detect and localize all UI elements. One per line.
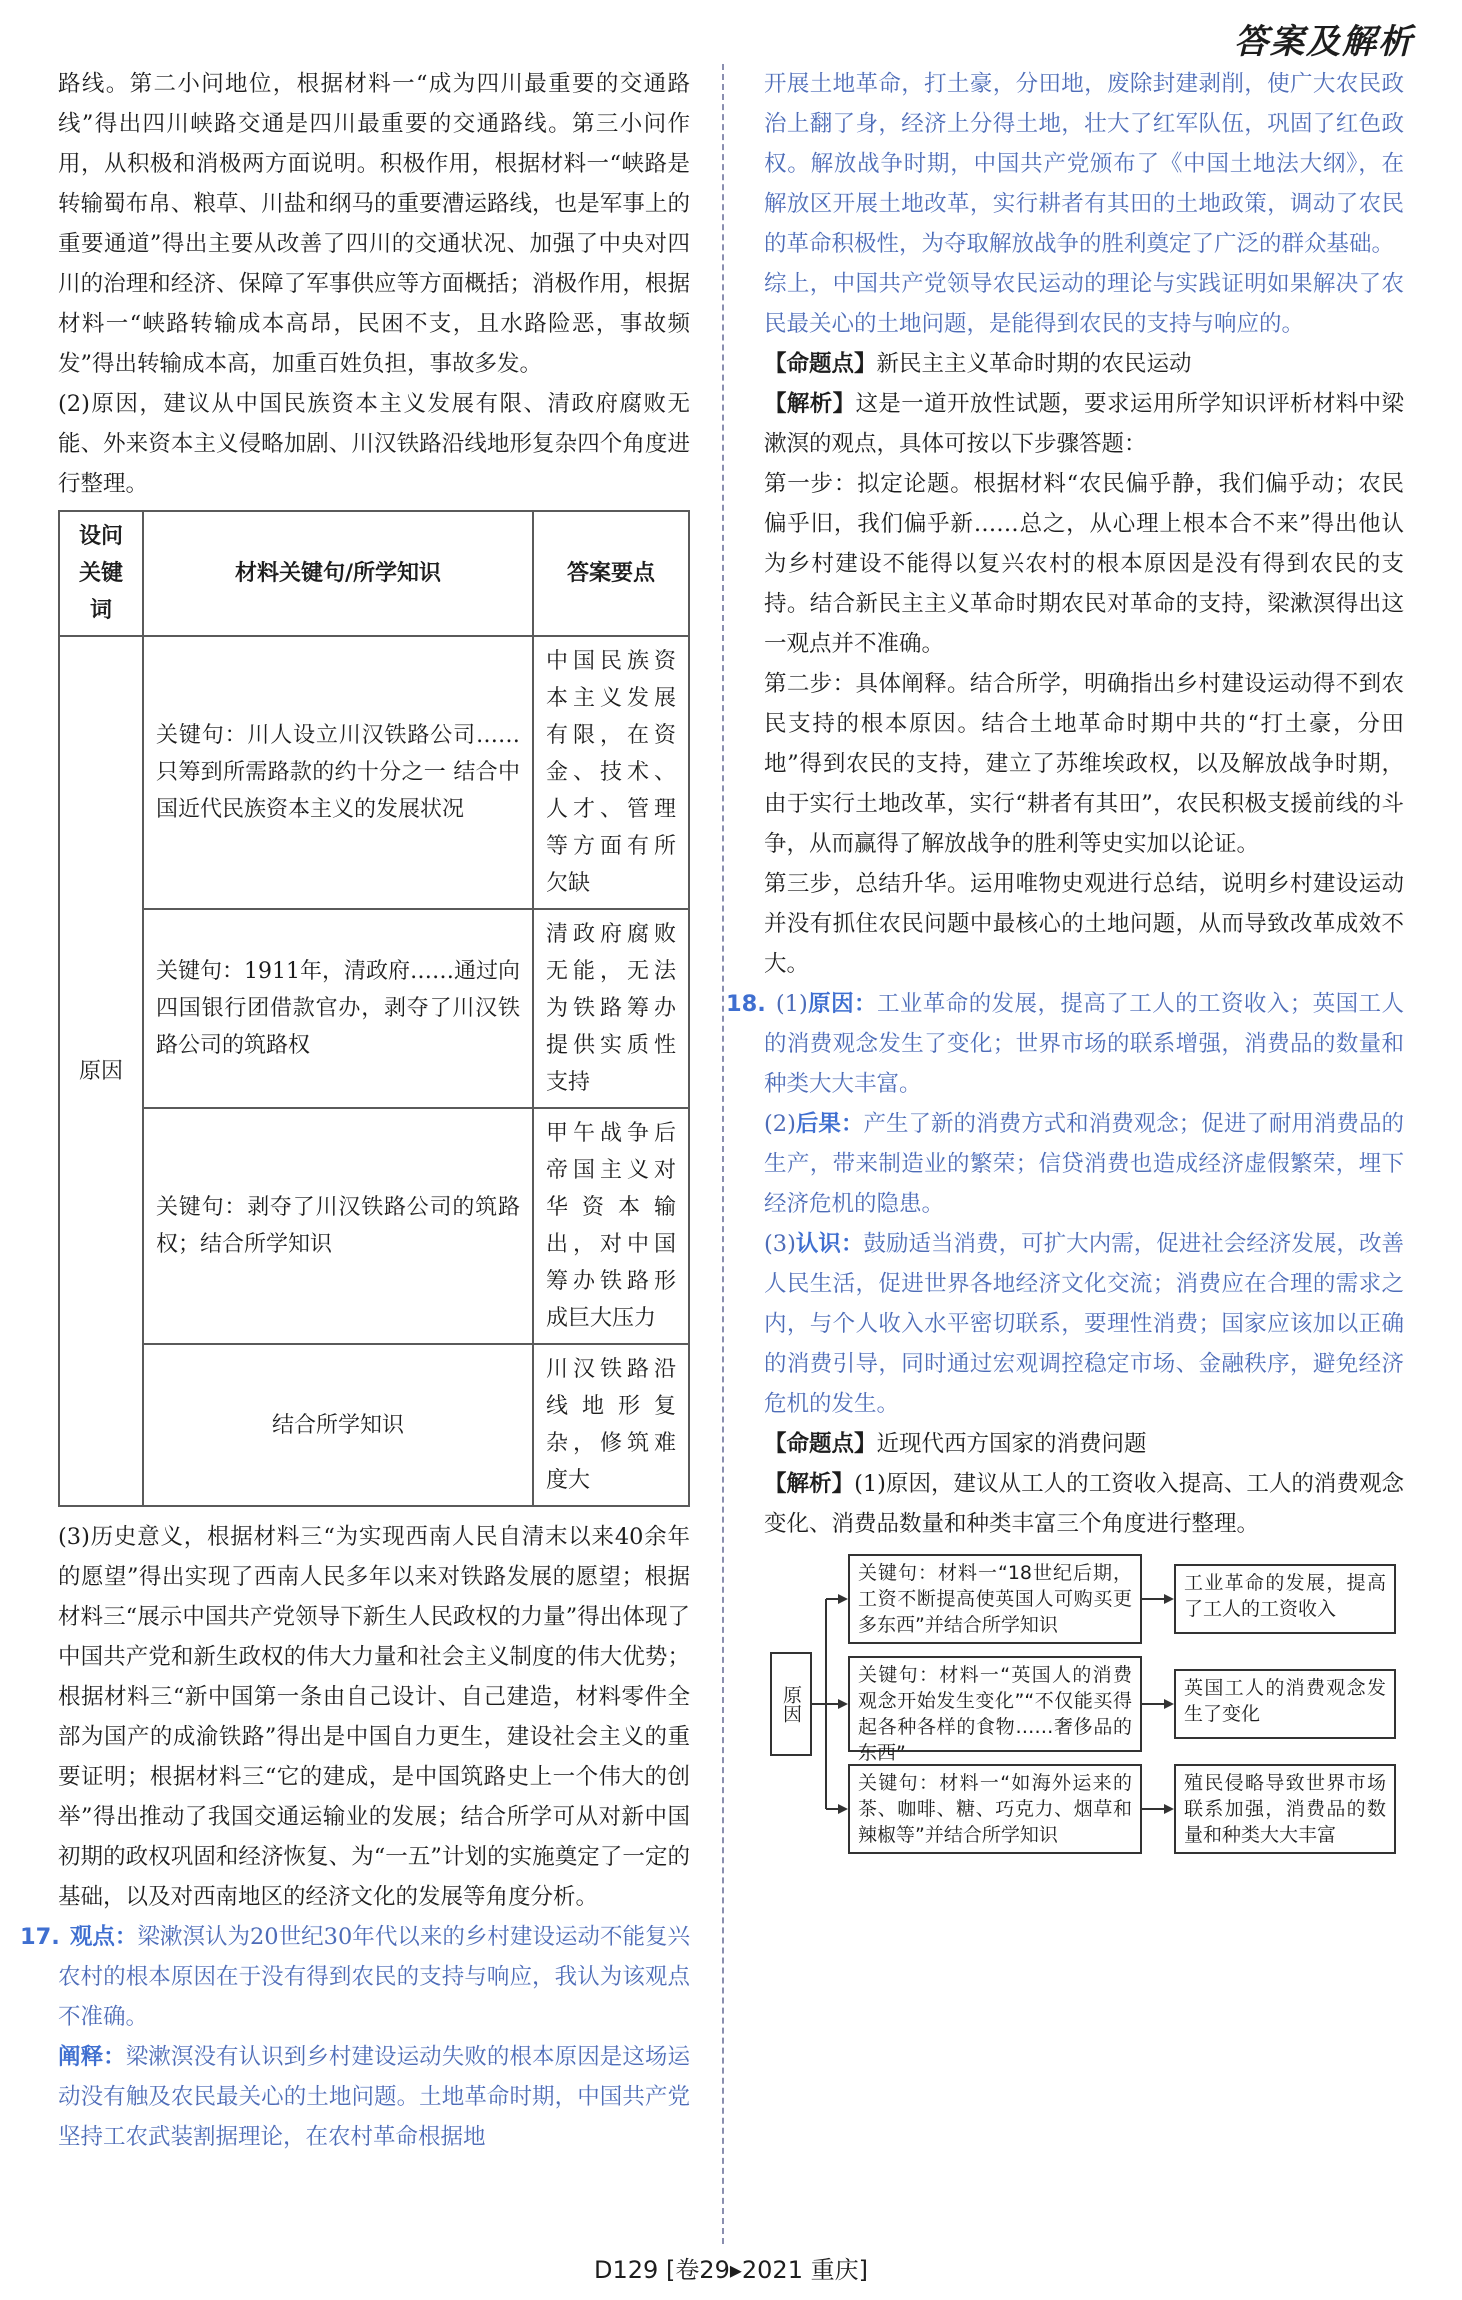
table-header-cell: 设问关键词 [59, 511, 143, 636]
page-header-title: 答案及解析 [1234, 22, 1414, 62]
q17-explanation [58, 2037, 690, 2157]
q18-part-2 [764, 1104, 1404, 1224]
reason-flow-diagram [764, 1554, 1404, 1854]
reason-tag: 原因： [807, 991, 877, 1017]
table-row [59, 636, 689, 909]
left-paragraph-2: (2)原因，建议从中国民族资本主义发展有限、清政府腐败无能、外来资本主义侵略加剧、川汉铁路沿线地形复杂四个角度进行整理。 [58, 391, 690, 497]
right-paragraph-1: 开展土地革命，打土豪，分田地，废除封建剥削，使广大农民政治上翻了身，经济上分得土地，壮大了红军队伍，巩固了红色政权。解放战争时期，中国共产党颁布了《中国土地法大纲》，在解放区开展土地改革，实行耕者有其田的土地政策，调动了农民的革命积极性，为夺取解放战争的胜利奠定了广泛的群众基础。 [764, 71, 1404, 257]
proposition-tag: 【命题点】 [764, 1431, 877, 1457]
analysis-1 [764, 384, 1404, 464]
analysis-tag: 【解析】 [764, 1471, 855, 1497]
left-paragraph-3: (3)历史意义，根据材料三“为实现西南人民自清末以来40余年的愿望”得出实现了西南人民多年以来对铁路发展的愿望；根据材料三“展示中国共产党领导下新生人民政权的力量”得出体现了中国共产党和新生政权的伟大力量和社会主义制度的伟大优势；根据材料三“新中国第一条由自己设计、自己建造，材料零件全部为国产的成渝铁路”得出是中国自力更生，建设社会主义的重要证明；根据材料三“它的建成，是中国筑路史上一个伟大的创举”得出推动了我国交通运输业的发展；结合所学可从对新中国初期的政权巩固和经济恢复、为“一五”计划的实施奠定了一定的基础，以及对西南地区的经济文化的发展等角度分析。 [58, 1524, 690, 1910]
explanation-text: 梁漱溟没有认识到乡村建设运动失败的根本原因是这场运动没有触及农民最关心的土地问题。土地革命时期，中国共产党坚持工农武装割据理论，在农村革命根据地 [58, 2044, 690, 2150]
understanding-tag: 认识： [795, 1231, 864, 1257]
table-row [59, 1344, 689, 1506]
proposition-text: 新民主主义革命时期的农民运动 [876, 351, 1192, 377]
q18-part-1 [726, 984, 1404, 1104]
q18-part-3 [764, 1224, 1404, 1424]
page-footer: D129 [卷29▸2021 重庆] [594, 2256, 868, 2284]
explanation-tag: 阐释： [58, 2044, 126, 2070]
left-column [20, 64, 690, 2157]
viewpoint-text: 梁漱溟认为20世纪30年代以来的乡村建设运动不能复兴农村的根本原因在于没有得到农民的支持与响应，我认为该观点不准确。 [58, 1924, 690, 2030]
part-prefix: (2) [764, 1111, 796, 1137]
analysis-2 [764, 1464, 1404, 1544]
table-cell: 川汉铁路沿线地形复杂，修筑难度大 [533, 1344, 689, 1506]
proposition-point-2 [764, 1424, 1404, 1464]
analysis-text: 这是一道开放性试题，要求运用所学知识评析材料中梁漱溟的观点，具体可按以下步骤答题： [764, 391, 1404, 457]
question-number: 17. [20, 1924, 60, 1950]
left-paragraph-1: 路线。第二小问地位，根据材料一“成为四川最重要的交通路线”得出四川峡路交通是四川最重要的交通路线。第三小问作用，从积极和消极两方面说明。积极作用，根据材料一“峡路是转输蜀布帛、粮草、川盐和纲马的重要漕运路线，也是军事上的重要通道”得出主要从改善了四川的交通状况、加强了中央对四川的治理和经济、保障了军事供应等方面概括；消极作用，根据材料一“峡路转输成本高昂，民困不支，且水路险恶，事故频发”得出转输成本高，加重百姓负担，事故多发。 [58, 71, 690, 377]
table-cell: 关键句：1911年，清政府……通过向四国银行团借款官办，剥夺了川汉铁路公司的筑路权 [143, 909, 533, 1108]
diagram-answer-2: 英国工人的消费观念发生了变化 [1174, 1669, 1396, 1739]
step-1: 第一步：拟定论题。根据材料“农民偏乎静，我们偏乎动；农民偏乎旧，我们偏乎新……总之，从心理上根本合不来”得出他认为乡村建设不能得以复兴农村的根本原因是没有得到农民的支持。结合新民主主义革命时期农民对革命的支持，梁漱溟得出这一观点并不准确。 [764, 471, 1404, 657]
column-divider [722, 64, 724, 2244]
right-paragraph-2: 综上，中国共产党领导农民运动的理论与实践证明如果解决了农民最关心的土地问题，是能得到农民的支持与响应的。 [764, 271, 1404, 337]
diagram-answer-3: 殖民侵略导致世界市场联系加强，消费品的数量和种类大大丰富 [1174, 1764, 1396, 1854]
table-row [59, 511, 689, 636]
table-header-cell: 答案要点 [533, 511, 689, 636]
diagram-key-sentence-2: 关键句：材料一“英国人的消费观念开始发生变化”“不仅能买得起各种各样的食物……奢侈品的东西” [848, 1656, 1142, 1752]
viewpoint-tag: 观点： [69, 1924, 138, 1950]
table-row-label: 原因 [59, 636, 143, 1506]
proposition-text: 近现代西方国家的消费问题 [876, 1431, 1147, 1457]
consequence-tag: 后果： [795, 1111, 864, 1137]
question-number: 18. [726, 991, 766, 1017]
diagram-root-node: 原因 [770, 1652, 812, 1756]
table-cell: 结合所学知识 [143, 1344, 533, 1506]
step-2: 第二步：具体阐释。结合所学，明确指出乡村建设运动得不到农民支持的根本原因。结合土地革命时期中共的“打土豪，分田地”得到农民的支持，建立了苏维埃政权，以及解放战争时期，由于实行土地改革，实行“耕者有其田”，农民积极支援前线的斗争，从而赢得了解放战争的胜利等史实加以论证。 [764, 671, 1404, 857]
part-prefix: (3) [764, 1231, 796, 1257]
q17-viewpoint [20, 1917, 690, 2037]
step-3: 第三步，总结升华。运用唯物史观进行总结，说明乡村建设运动并没有抓住农民问题中最核心的土地问题，从而导致改革成效不大。 [764, 871, 1404, 977]
diagram-key-sentence-1: 关键句：材料一“18世纪后期，工资不断提高使英国人可购买更多东西”并结合所学知识 [848, 1554, 1142, 1644]
right-column [726, 64, 1404, 1854]
reason-text: 工业革命的发展，提高了工人的工资收入；英国工人的消费观念发生了变化；世界市场的联系增强，消费品的数量和种类大大丰富。 [764, 991, 1404, 1097]
table-cell: 关键句：川人设立川汉铁路公司……只筹到所需路款的约十分之一 结合中国近代民族资本主义的发展状况 [143, 636, 533, 909]
part-prefix: (1) [775, 991, 808, 1017]
table-row [59, 909, 689, 1108]
table-header-cell: 材料关键句/所学知识 [143, 511, 533, 636]
table-cell: 关键句：剥夺了川汉铁路公司的筑路权；结合所学知识 [143, 1108, 533, 1344]
table-row [59, 1108, 689, 1344]
consequence-text: 产生了新的消费方式和消费观念；促进了耐用消费品的生产，带来制造业的繁荣；信贷消费也造成经济虚假繁荣，埋下经济危机的隐患。 [764, 1111, 1404, 1217]
reason-table [58, 510, 690, 1507]
understanding-text: 鼓励适当消费，可扩大内需，促进社会经济发展，改善人民生活，促进世界各地经济文化交流；消费应在合理的需求之内，与个人收入水平密切联系，要理性消费；国家应该加以正确的消费引导，同时通过宏观调控稳定市场、金融秩序，避免经济危机的发生。 [764, 1231, 1404, 1417]
proposition-point-1 [764, 344, 1404, 384]
analysis-text: (1)原因，建议从工人的工资收入提高、工人的消费观念变化、消费品数量和种类丰富三个角度进行整理。 [764, 1471, 1404, 1537]
table-cell: 中国民族资本主义发展有限，在资金、技术、人才、管理等方面有所欠缺 [533, 636, 689, 909]
table-cell: 清政府腐败无能，无法为铁路筹办提供实质性支持 [533, 909, 689, 1108]
table-cell: 甲午战争后帝国主义对华资本输出，对中国筹办铁路形成巨大压力 [533, 1108, 689, 1344]
diagram-key-sentence-3: 关键句：材料一“如海外运来的茶、咖啡、糖、巧克力、烟草和辣椒等”并结合所学知识 [848, 1764, 1142, 1854]
proposition-tag: 【命题点】 [764, 351, 877, 377]
diagram-answer-1: 工业革命的发展，提高了工人的工资收入 [1174, 1564, 1396, 1634]
analysis-tag: 【解析】 [764, 391, 856, 417]
